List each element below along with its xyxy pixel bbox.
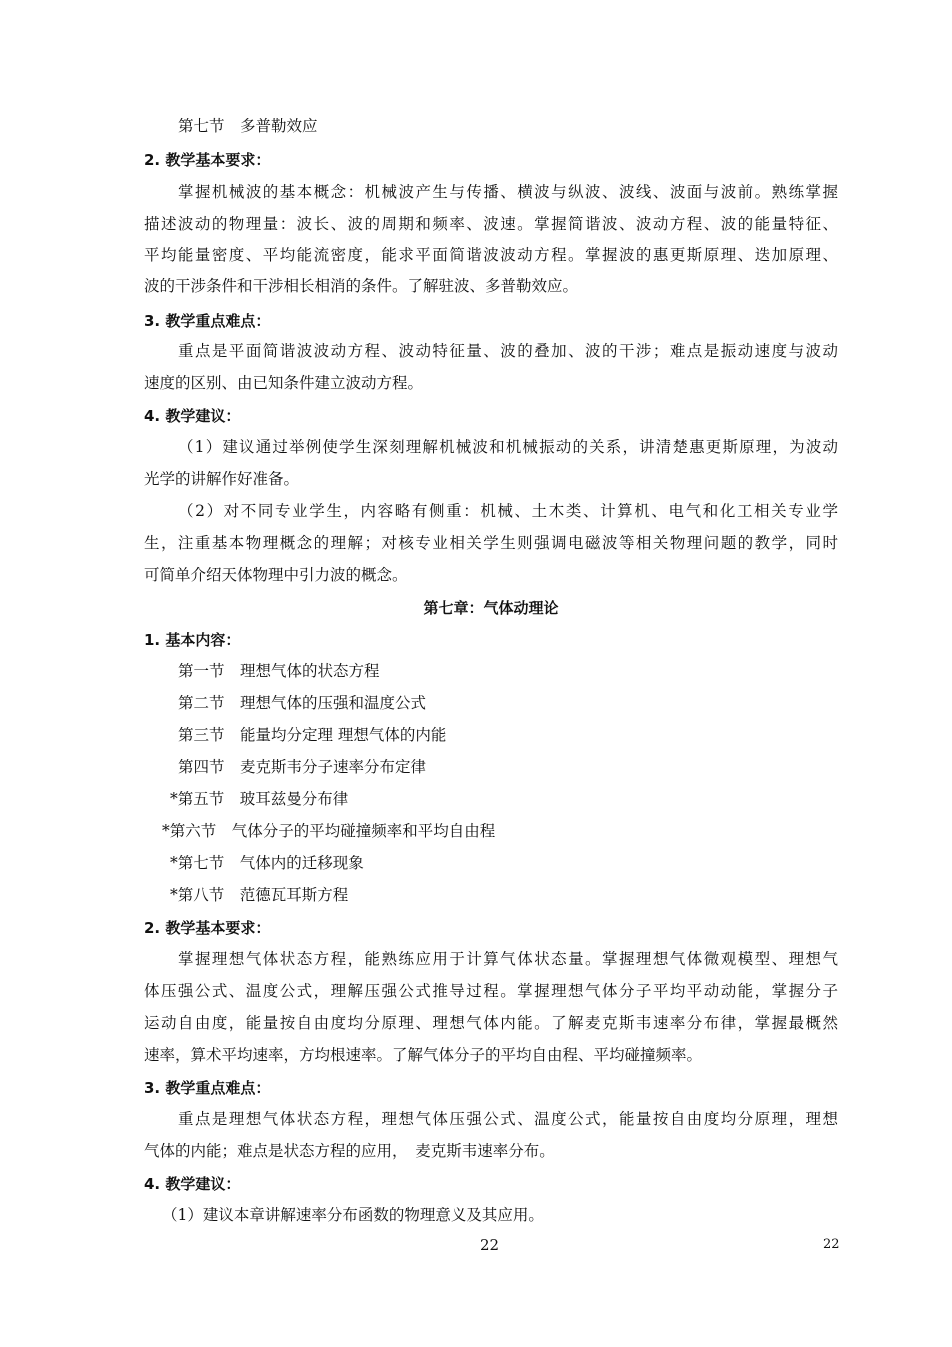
section-item: 第七节 多普勒效应 [178, 117, 318, 135]
paragraph-line: 生，注重基本物理概念的理解；对核专业相关学生则强调电磁波等相关物理问题的教学，同时 [144, 534, 838, 552]
section-item: 第四节 麦克斯韦分子速率分布定律 [178, 758, 427, 776]
paragraph-line: （1）建议通过举例使学生深刻理解机械波和机械振动的关系，讲清楚惠更斯原理，为波动 [178, 438, 838, 456]
section-item: 第二节 理想气体的压强和温度公式 [178, 694, 427, 712]
section-item: *第五节 玻耳兹曼分布律 [170, 790, 349, 808]
paragraph-line: 掌握机械波的基本概念：机械波产生与传播、横波与纵波、波线、波面与波前。熟练掌握 [178, 183, 838, 201]
paragraph-line: 光学的讲解作好准备。 [144, 470, 300, 488]
section-item: 第一节 理想气体的状态方程 [178, 662, 380, 680]
page-number-corner: 22 [823, 1237, 840, 1252]
paragraph-line: 体压强公式、温度公式，理解压强公式推导过程。掌握理想气体分子平均平动动能，掌握分子 [144, 982, 838, 1000]
section-heading: 3. 教学重点难点： [144, 312, 271, 330]
section-heading: 2. 教学基本要求： [144, 151, 271, 169]
paragraph-line: 运动自由度，能量按自由度均分原理、理想气体内能。了解麦克斯韦速率分布律，掌握最概然 [144, 1014, 838, 1032]
paragraph-line: 平均能量密度、平均能流密度，能求平面简谐波波动方程。掌握波的惠更斯原理、迭加原理、 [144, 246, 838, 264]
paragraph-line: 描述波动的物理量：波长、波的周期和频率、波速。掌握简谐波、波动方程、波的能量特征、 [144, 215, 838, 233]
paragraph-line: 重点是平面简谐波波动方程、波动特征量、波的叠加、波的干涉；难点是振动速度与波动 [178, 342, 838, 360]
paragraph-line: 气体的内能；难点是状态方程的应用， 麦克斯韦速率分布。 [144, 1142, 555, 1160]
paragraph-line: 可简单介绍天体物理中引力波的概念。 [144, 566, 408, 584]
paragraph-line: 掌握理想气体状态方程，能熟练应用于计算气体状态量。掌握理想气体微观模型、理想气 [178, 950, 838, 968]
paragraph-line: 速度的区别、由已知条件建立波动方程。 [144, 374, 424, 392]
page-number: 22 [480, 1236, 500, 1254]
paragraph-line: （1）建议本章讲解速率分布函数的物理意义及其应用。 [162, 1206, 544, 1224]
section-heading: 4. 教学建议： [144, 407, 241, 425]
chapter-title: 第七章：气体动理论 [423, 599, 559, 617]
section-heading: 1. 基本内容： [144, 631, 241, 649]
paragraph-line: （2）对不同专业学生，内容略有侧重：机械、土木类、计算机、电气和化工相关专业学 [178, 502, 838, 520]
paragraph-line: 重点是理想气体状态方程，理想气体压强公式、温度公式，能量按自由度均分原理，理想 [178, 1110, 838, 1128]
section-heading: 2. 教学基本要求： [144, 919, 271, 937]
section-item: *第六节 气体分子的平均碰撞频率和平均自由程 [162, 822, 496, 840]
section-heading: 3. 教学重点难点： [144, 1079, 271, 1097]
paragraph-line: 波的干涉条件和干涉相长相消的条件。了解驻波、多普勒效应。 [144, 277, 579, 295]
section-heading: 4. 教学建议： [144, 1175, 241, 1193]
section-item: 第三节 能量均分定理 理想气体的内能 [178, 726, 447, 744]
section-item: *第七节 气体内的迁移现象 [170, 854, 364, 872]
paragraph-line: 速率，算术平均速率，方均根速率。了解气体分子的平均自由程、平均碰撞频率。 [144, 1046, 703, 1064]
section-item: *第八节 范德瓦耳斯方程 [170, 886, 349, 904]
